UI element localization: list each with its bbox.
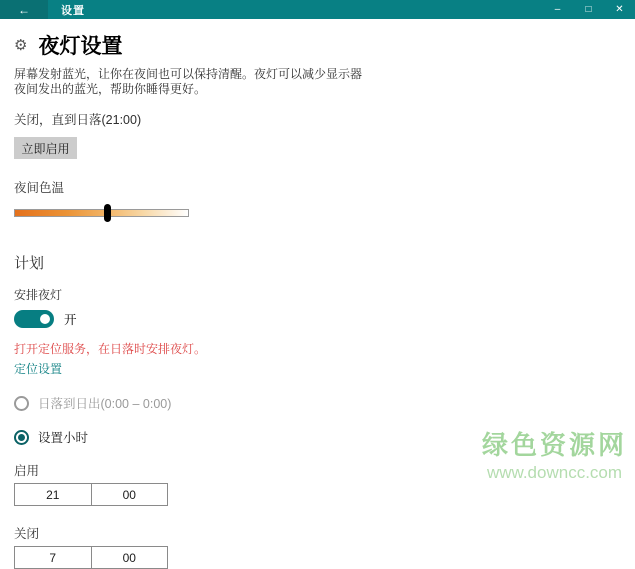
settings-content xyxy=(0,30,635,569)
close-icon: ✕ xyxy=(615,4,624,15)
back-button[interactable] xyxy=(0,0,48,19)
description-line-2: 夜间发出的蓝光，帮助你睡得更好。 xyxy=(14,82,207,96)
radio-dot xyxy=(18,434,25,441)
radio-circle-unselected[interactable] xyxy=(14,396,29,411)
location-settings-link[interactable]: 定位设置 xyxy=(14,362,63,376)
description-line-1: 屏幕发射蓝光，让你在夜间也可以保持清醒。夜灯可以减少显示器 xyxy=(14,67,363,81)
turn-on-label: 启用 xyxy=(14,464,40,478)
minimize-icon: – xyxy=(554,4,561,15)
turn-off-hour-field[interactable]: 7 xyxy=(15,547,92,568)
page-description xyxy=(14,67,635,97)
radio-set-hours[interactable] xyxy=(14,428,635,446)
color-temp-slider-thumb[interactable] xyxy=(104,204,111,222)
watermark-site-name: 绿色资源网 xyxy=(481,430,627,460)
radio-sunset-to-sunrise[interactable] xyxy=(14,394,635,412)
toggle-knob xyxy=(40,314,50,324)
turn-on-time-picker xyxy=(14,483,168,506)
toggle-state-label: 开 xyxy=(64,313,77,327)
schedule-section-title: 计划 xyxy=(14,255,45,272)
radio-sunset-label: 日落到日出(0:00 – 0:00) xyxy=(38,397,172,411)
maximize-icon: □ xyxy=(585,4,592,15)
schedule-toggle[interactable] xyxy=(14,310,54,328)
radio-circle-selected[interactable] xyxy=(14,430,29,445)
titlebar-drag-area xyxy=(85,0,542,19)
schedule-toggle-row xyxy=(14,310,635,328)
page-title: 夜灯设置 xyxy=(38,35,123,58)
gear-icon: ⚙ xyxy=(14,37,28,54)
turn-on-minute-field[interactable]: 00 xyxy=(122,487,136,502)
close-button[interactable] xyxy=(604,0,635,19)
page-header xyxy=(14,30,635,60)
color-temp-slider[interactable] xyxy=(14,203,189,223)
radio-hours-label: 设置小时 xyxy=(38,431,89,445)
location-warning-text: 打开定位服务，在日落时安排夜灯。 xyxy=(14,342,207,356)
turn-off-label: 关闭 xyxy=(14,527,40,541)
turn-on-hour-field[interactable]: 21 xyxy=(15,484,92,505)
back-arrow-icon: ← xyxy=(18,2,30,17)
maximize-button[interactable] xyxy=(573,0,604,19)
minimize-button[interactable] xyxy=(542,0,573,19)
color-temp-label: 夜间色温 xyxy=(14,181,65,195)
turn-off-time-picker xyxy=(14,546,168,569)
schedule-toggle-label: 安排夜灯 xyxy=(14,288,63,302)
color-temp-slider-track[interactable] xyxy=(14,209,189,217)
enable-now-button[interactable]: 立即启用 xyxy=(14,137,77,159)
watermark-site-url: www.downcc.com xyxy=(486,463,623,482)
turn-off-minute-field[interactable]: 00 xyxy=(122,550,136,565)
night-light-status: 关闭，直到日落(21:00) xyxy=(14,113,142,127)
titlebar xyxy=(0,0,635,19)
window-title: 设置 xyxy=(61,4,85,17)
